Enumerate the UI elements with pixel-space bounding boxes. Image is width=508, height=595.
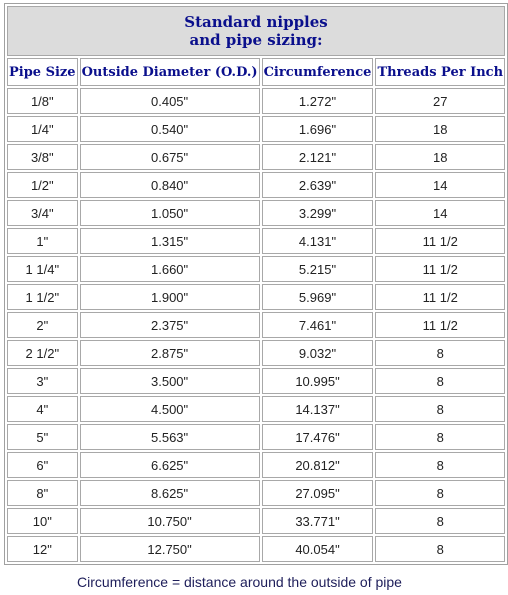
table-row: [7, 284, 505, 310]
table-row: [7, 452, 505, 478]
cell-threads-per-inch: 11 1/2: [375, 284, 505, 310]
cell-pipe-size: 1/4": [7, 116, 78, 142]
cell-threads-per-inch: 8: [375, 536, 505, 562]
cell-threads-per-inch: 18: [375, 144, 505, 170]
cell-circumference: 2.121": [262, 144, 374, 170]
table-title-line-2: and pipe sizing:: [189, 31, 323, 49]
cell-outside-diameter: 6.625": [80, 452, 260, 478]
cell-pipe-size: 1/2": [7, 172, 78, 198]
table-row: [7, 256, 505, 282]
cell-threads-per-inch: 8: [375, 424, 505, 450]
cell-outside-diameter: 1.315": [80, 228, 260, 254]
cell-threads-per-inch: 18: [375, 116, 505, 142]
table-row: [7, 200, 505, 226]
pipe-sizing-table-container: [4, 3, 504, 565]
table-row: [7, 144, 505, 170]
cell-circumference: 20.812": [262, 452, 374, 478]
cell-pipe-size: 1/8": [7, 88, 78, 114]
column-header-circumference: Circumference: [262, 58, 374, 86]
table-row: [7, 424, 505, 450]
cell-circumference: 40.054": [262, 536, 374, 562]
column-header-outside-diameter: Outside Diameter (O.D.): [80, 58, 260, 86]
cell-outside-diameter: 4.500": [80, 396, 260, 422]
cell-outside-diameter: 1.900": [80, 284, 260, 310]
table-row: [7, 228, 505, 254]
cell-outside-diameter: 5.563": [80, 424, 260, 450]
cell-pipe-size: 10": [7, 508, 78, 534]
table-row: [7, 172, 505, 198]
cell-circumference: 9.032": [262, 340, 374, 366]
cell-pipe-size: 5": [7, 424, 78, 450]
cell-circumference: 1.696": [262, 116, 374, 142]
cell-pipe-size: 1": [7, 228, 78, 254]
cell-pipe-size: 12": [7, 536, 78, 562]
cell-outside-diameter: 12.750": [80, 536, 260, 562]
cell-outside-diameter: 1.660": [80, 256, 260, 282]
cell-threads-per-inch: 8: [375, 508, 505, 534]
column-header-threads-per-inch: Threads Per Inch: [375, 58, 505, 86]
column-header-pipe-size: Pipe Size: [7, 58, 78, 86]
cell-pipe-size: 8": [7, 480, 78, 506]
title-row: [7, 6, 505, 56]
pipe-sizing-table: [4, 3, 508, 565]
cell-threads-per-inch: 11 1/2: [375, 312, 505, 338]
cell-circumference: 4.131": [262, 228, 374, 254]
cell-pipe-size: 3": [7, 368, 78, 394]
cell-pipe-size: 3/4": [7, 200, 78, 226]
cell-threads-per-inch: 8: [375, 396, 505, 422]
cell-threads-per-inch: 11 1/2: [375, 228, 505, 254]
cell-pipe-size: 2 1/2": [7, 340, 78, 366]
cell-outside-diameter: 10.750": [80, 508, 260, 534]
table-row: [7, 368, 505, 394]
cell-outside-diameter: 1.050": [80, 200, 260, 226]
cell-threads-per-inch: 14: [375, 200, 505, 226]
cell-pipe-size: 4": [7, 396, 78, 422]
table-title: [7, 6, 505, 56]
cell-pipe-size: 1 1/4": [7, 256, 78, 282]
table-row: [7, 88, 505, 114]
cell-circumference: 14.137": [262, 396, 374, 422]
cell-threads-per-inch: 8: [375, 340, 505, 366]
column-header-row: [7, 58, 505, 86]
cell-outside-diameter: 0.840": [80, 172, 260, 198]
cell-threads-per-inch: 8: [375, 452, 505, 478]
cell-pipe-size: 1 1/2": [7, 284, 78, 310]
cell-threads-per-inch: 11 1/2: [375, 256, 505, 282]
cell-circumference: 5.969": [262, 284, 374, 310]
cell-circumference: 10.995": [262, 368, 374, 394]
cell-outside-diameter: 3.500": [80, 368, 260, 394]
cell-circumference: 5.215": [262, 256, 374, 282]
table-row: [7, 116, 505, 142]
cell-pipe-size: 2": [7, 312, 78, 338]
cell-circumference: 1.272": [262, 88, 374, 114]
cell-pipe-size: 3/8": [7, 144, 78, 170]
cell-circumference: 7.461": [262, 312, 374, 338]
table-row: [7, 340, 505, 366]
cell-pipe-size: 6": [7, 452, 78, 478]
table-row: [7, 536, 505, 562]
cell-threads-per-inch: 8: [375, 480, 505, 506]
cell-circumference: 2.639": [262, 172, 374, 198]
cell-outside-diameter: 0.405": [80, 88, 260, 114]
cell-circumference: 27.095": [262, 480, 374, 506]
cell-outside-diameter: 8.625": [80, 480, 260, 506]
table-title-line-1: Standard nipples: [184, 13, 328, 31]
cell-circumference: 17.476": [262, 424, 374, 450]
table-row: [7, 480, 505, 506]
cell-outside-diameter: 2.875": [80, 340, 260, 366]
circumference-caption: Circumference = distance around the outside of pipe: [77, 574, 402, 590]
cell-threads-per-inch: 8: [375, 368, 505, 394]
cell-threads-per-inch: 14: [375, 172, 505, 198]
table-row: [7, 312, 505, 338]
table-row: [7, 396, 505, 422]
cell-circumference: 33.771": [262, 508, 374, 534]
table-row: [7, 508, 505, 534]
cell-outside-diameter: 2.375": [80, 312, 260, 338]
cell-threads-per-inch: 27: [375, 88, 505, 114]
table-body: [7, 88, 505, 562]
cell-outside-diameter: 0.540": [80, 116, 260, 142]
cell-circumference: 3.299": [262, 200, 374, 226]
cell-outside-diameter: 0.675": [80, 144, 260, 170]
